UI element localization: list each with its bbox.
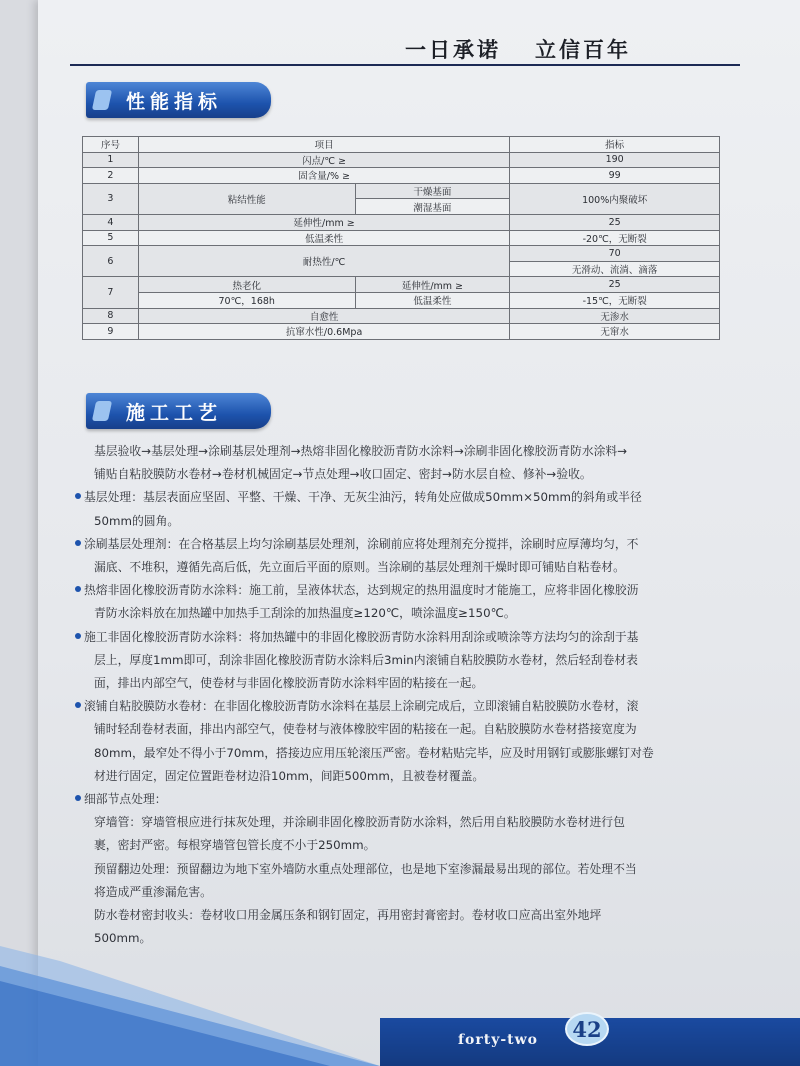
header-slogan — [405, 34, 735, 64]
cell-subitem: 潮湿基面 — [355, 199, 510, 215]
paragraph-line: 80mm，最窄处不得小于70mm，搭接边应用压轮滚压严密。卷材粘贴完毕，应及时用钢钉或膨胀螺钉对卷 — [94, 745, 654, 760]
paragraph-line — [84, 626, 744, 649]
header-index: 指标 — [510, 137, 720, 153]
cell-no: 5 — [83, 230, 139, 246]
line-text: 热熔非固化橡胶沥青防水涂料：施工前，呈液体状态，达到规定的热用温度时才能施工，应将非固化橡胶沥 — [84, 583, 639, 598]
paragraph-line: 铺时轻刮卷材表面，排出内部空气，使卷材与液体橡胶牢固的粘接在一起。自粘胶膜防水卷材搭接宽度为 — [94, 722, 637, 737]
paragraph-line: 防水卷材密封收头：卷材收口用金属压条和钢钉固定，再用密封膏密封。卷材收口应高出室外地坪 — [94, 908, 602, 923]
line-text: 施工非固化橡胶沥青防水涂料：将加热罐中的非固化橡胶沥青防水涂料用刮涂或喷涂等方法均匀的涂刮于基 — [84, 629, 639, 644]
cell-value: -15℃，无断裂 — [510, 292, 720, 308]
bullet-icon — [75, 633, 81, 639]
paragraph-line: 层上，厚度1mm即可，刮涂非固化橡胶沥青防水涂料后3min内滚铺自粘胶膜防水卷材，然后轻刮卷材表 — [94, 652, 638, 667]
cell-value: -20℃，无断裂 — [510, 230, 720, 246]
table-row — [83, 308, 720, 324]
section-title-performance: 性能指标 — [126, 90, 223, 113]
cell-no: 8 — [83, 308, 139, 324]
line-text: 基层处理：基层表面应坚固、平整、干燥、干净、无灰尘油污，转角处应做成50mm×50mm的斜角或半径 — [84, 490, 642, 505]
cell-no: 3 — [83, 183, 139, 214]
paragraph-line: 裹，密封严密。每根穿墙管包管长度不小于250mm。 — [94, 838, 376, 853]
cell-item: 抗窜水性/0.6Mpa — [138, 324, 509, 340]
cell-value: 无渗水 — [510, 308, 720, 324]
paragraph-line: 50mm的圆角。 — [94, 513, 180, 528]
cell-no: 7 — [83, 277, 139, 308]
performance-table — [82, 136, 720, 340]
header-no: 序号 — [83, 137, 139, 153]
cell-item: 固含量/% ≥ — [138, 168, 509, 184]
line-text: 涂刷基层处理剂：在合格基层上均匀涂刷基层处理剂，涂刷前应将处理剂充分搅拌，涂刷时应厚薄均匀，不 — [84, 536, 639, 551]
line-text: 细部节点处理： — [84, 792, 167, 807]
table-row — [83, 230, 720, 246]
slogan-left: 一日承诺 — [405, 37, 501, 62]
cell-value: 无滑动、流淌、滴落 — [510, 261, 720, 277]
cell-item: 低温柔性 — [138, 230, 509, 246]
flow-line: 基层验收→基层处理→涂刷基层处理剂→热熔非固化橡胶沥青防水涂料→涂刷非固化橡胶沥青防水涂料→ — [94, 444, 628, 458]
paragraph-line — [84, 533, 744, 556]
table-row — [83, 292, 720, 308]
cell-subitem: 低温柔性 — [355, 292, 510, 308]
paragraph-line — [84, 579, 744, 602]
cell-no: 2 — [83, 168, 139, 184]
page-number-badge: 42 — [565, 1012, 609, 1046]
cell-item: 闪点/℃ ≥ — [138, 152, 509, 168]
cell-value: 25 — [510, 277, 720, 293]
table-row — [83, 277, 720, 293]
cell-no: 1 — [83, 152, 139, 168]
cell-value: 99 — [510, 168, 720, 184]
paragraph-line: 将造成严重渗漏危害。 — [94, 884, 212, 899]
table-row — [83, 246, 720, 262]
cell-value: 70 — [510, 246, 720, 262]
paragraph-line: 穿墙管：穿墙管根应进行抹灰处理，并涂刷非固化橡胶沥青防水涂料，然后用自粘胶膜防水卷材进行包 — [94, 815, 625, 830]
paragraph-line: 500mm。 — [94, 931, 152, 946]
table-row — [83, 183, 720, 199]
cell-value: 190 — [510, 152, 720, 168]
section-title-construction: 施工工艺 — [126, 401, 223, 424]
paragraph-line: 漏底、不堆积，遵循先高后低，先立面后平面的原则。当涂刷的基层处理剂干燥时即可铺贴自粘卷材。 — [94, 560, 625, 575]
paragraph-line: 面，排出内部空气，使卷材与非固化橡胶沥青防水涂料牢固的粘接在一起。 — [94, 676, 484, 691]
footer-page-words: forty-two — [458, 1032, 539, 1048]
table-row — [83, 214, 720, 230]
cell-no: 9 — [83, 324, 139, 340]
construction-text — [84, 440, 744, 950]
cell-item: 自愈性 — [138, 308, 509, 324]
paragraph-line: 预留翻边处理：预留翻边为地下室外墙防水重点处理部位，也是地下室渗漏最易出现的部位。若处理不当 — [94, 861, 637, 876]
bullet-icon — [75, 795, 81, 801]
paragraph-line: 青防水涂料放在加热罐中加热手工刮涂的加热温度≥120℃，喷涂温度≥150℃。 — [94, 606, 516, 621]
flow-line: 铺贴自粘胶膜防水卷材→卷材机械固定→节点处理→收口固定、密封→防水层自检、修补→验收。 — [94, 467, 592, 482]
table-row — [83, 152, 720, 168]
cell-subitem: 延伸性/mm ≥ — [355, 277, 510, 293]
cell-no: 6 — [83, 246, 139, 277]
cell-item: 粘结性能 — [138, 183, 355, 214]
paragraph-line — [84, 695, 744, 718]
paragraph-line: 材进行固定，固定位置距卷材边沿10mm，间距500mm，且被卷材覆盖。 — [94, 768, 485, 783]
cell-value: 无窜水 — [510, 324, 720, 340]
cell-value: 100%内聚破坏 — [510, 183, 720, 214]
cell-item: 延伸性/mm ≥ — [138, 214, 509, 230]
paragraph-line — [84, 788, 744, 811]
section-heading-performance — [86, 82, 271, 118]
table-row — [83, 324, 720, 340]
table-row — [83, 168, 720, 184]
cell-subitem: 干燥基面 — [355, 183, 510, 199]
header-rule — [70, 64, 740, 66]
bullet-icon — [75, 540, 81, 546]
header-item: 项目 — [138, 137, 509, 153]
line-text: 滚铺自粘胶膜防水卷材：在非固化橡胶沥青防水涂料在基层上涂刷完成后，立即滚铺自粘胶膜防水卷材，滚 — [84, 699, 639, 714]
slogan-right: 立信百年 — [535, 37, 631, 62]
cell-item: 70℃，168h — [138, 292, 355, 308]
section-heading-construction — [86, 393, 271, 429]
cell-no: 4 — [83, 214, 139, 230]
cell-item: 耐热性/℃ — [138, 246, 509, 277]
paragraph-line — [84, 486, 744, 509]
cell-value: 25 — [510, 214, 720, 230]
table-row — [83, 137, 720, 153]
cell-item: 热老化 — [138, 277, 355, 293]
